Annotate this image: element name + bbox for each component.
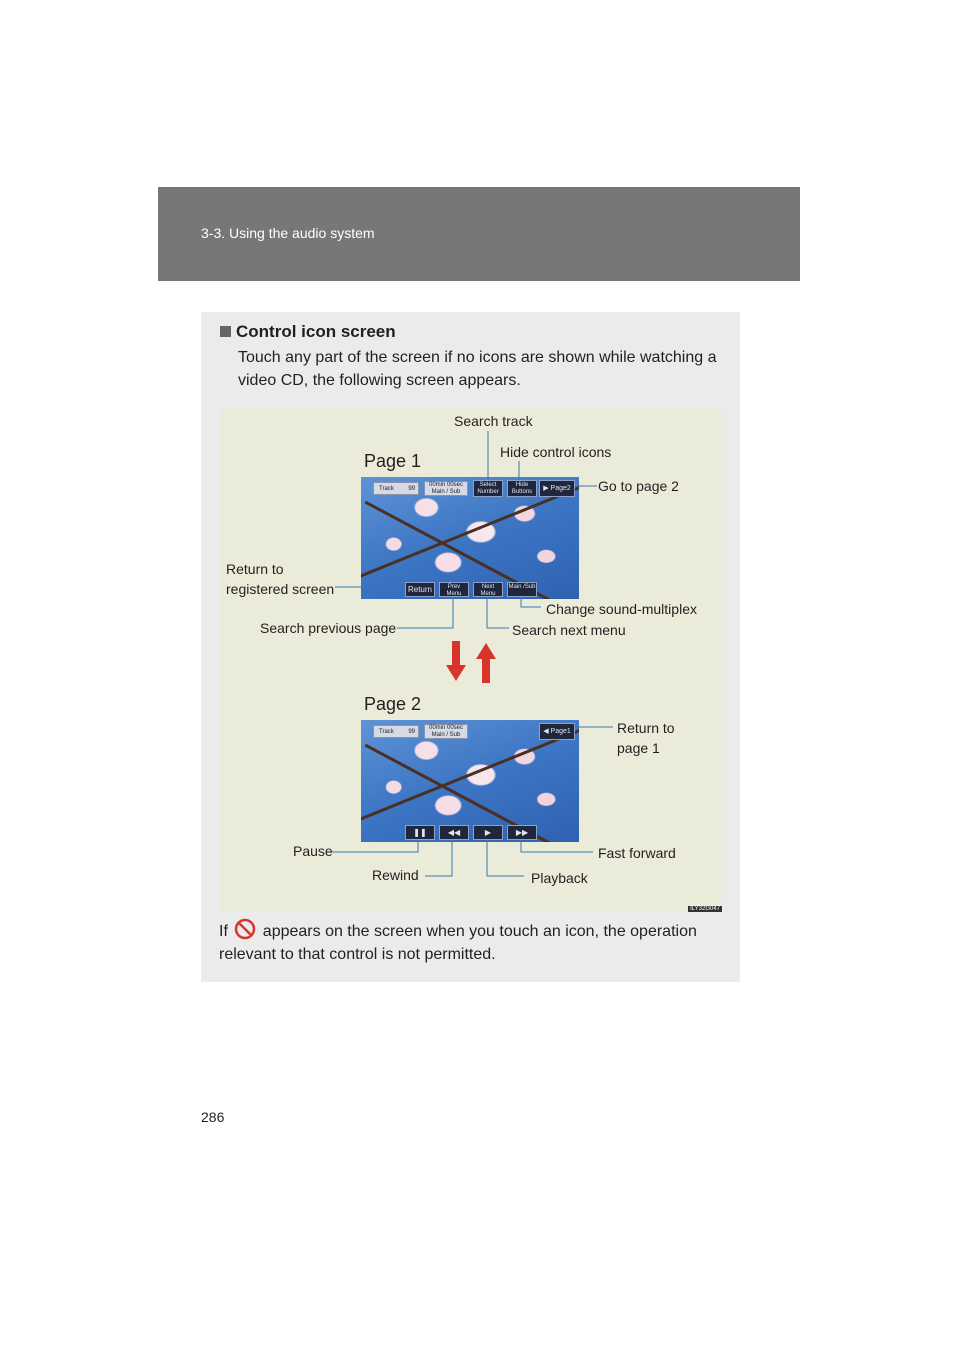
track-label: Track <box>379 486 394 492</box>
page2-title: Page 2 <box>364 694 422 714</box>
label-hide-control-icons: Hide control icons <box>500 444 612 460</box>
hide-buttons-button[interactable]: Hide Buttons <box>507 480 537 497</box>
prev-menu-button[interactable]: Prev Menu <box>439 582 469 597</box>
main-sub-button[interactable]: Main /Sub <box>507 582 537 597</box>
rewind-button[interactable] <box>439 825 469 840</box>
page2-button-label: Page2 <box>550 485 571 492</box>
label-pause: Pause <box>293 843 333 859</box>
figure <box>219 409 722 912</box>
track-number-2: 99 <box>408 729 415 735</box>
heading <box>220 322 396 342</box>
label-registered-screen: registered screen <box>226 581 335 597</box>
label-search-track: Search track <box>454 413 533 429</box>
swap-arrows-icon <box>446 641 496 683</box>
heading-text: Control icon screen <box>236 322 396 341</box>
page1-title: Page 1 <box>364 451 422 471</box>
rewind-icon: ◀◀ <box>447 828 461 837</box>
pause-icon: ❚❚ <box>413 828 427 837</box>
label-search-next-menu: Search next menu <box>512 622 626 638</box>
select-number-button[interactable]: Select Number <box>473 480 503 497</box>
label-return-page1-b: page 1 <box>617 740 660 756</box>
label-search-previous-page: Search previous page <box>260 620 397 636</box>
page1-button[interactable]: ◀ Page1 <box>539 723 575 740</box>
label-return-page1-a: Return to <box>617 720 675 736</box>
label-change-sound: Change sound-multiplex <box>546 601 697 617</box>
return-button[interactable]: Return <box>405 582 435 597</box>
fast-forward-button[interactable] <box>507 825 537 840</box>
label-go-to-page-2: Go to page 2 <box>598 478 679 494</box>
page1-button-label: Page1 <box>550 728 571 735</box>
intro-text: Touch any part of the screen if no icons are shown while watching a video CD, the following screen appears. <box>238 349 717 389</box>
prohibited-icon <box>234 918 256 940</box>
time-text-2: 00min 00sec <box>428 725 464 731</box>
label-playback: Playback <box>531 870 588 886</box>
page-number: 286 <box>201 1109 225 1125</box>
mode-text-2: Main / Sub <box>431 732 461 738</box>
section-header <box>158 187 800 281</box>
note <box>219 918 724 966</box>
time-text: 00min 00sec <box>428 482 464 488</box>
label-rewind: Rewind <box>372 867 419 883</box>
label-return-to: Return to <box>226 561 284 577</box>
section-title: 3-3. Using the audio system <box>201 225 375 241</box>
fast-forward-icon: ▶▶ <box>515 828 529 837</box>
next-menu-button[interactable]: Next Menu <box>473 582 503 597</box>
label-fast-forward: Fast forward <box>598 845 676 861</box>
figure-code: ILY32G047 <box>690 906 720 912</box>
play-icon: ▶ <box>484 828 492 837</box>
note-before: If <box>219 923 228 940</box>
playback-button[interactable] <box>473 825 503 840</box>
track-label-2: Track <box>379 729 394 735</box>
mode-text: Main / Sub <box>431 489 461 495</box>
page2-button[interactable]: ▶ Page2 <box>539 480 575 497</box>
track-display-2 <box>373 725 419 738</box>
track-display <box>373 482 419 495</box>
square-bullet-icon <box>220 326 231 337</box>
note-after: appears on the screen when you touch an icon, the operation relevant to that control is not permitted. <box>219 923 697 963</box>
time-display-2 <box>424 724 468 739</box>
time-display <box>424 481 468 496</box>
content-panel <box>201 312 740 982</box>
pause-button[interactable] <box>405 825 435 840</box>
track-number: 99 <box>408 486 415 492</box>
